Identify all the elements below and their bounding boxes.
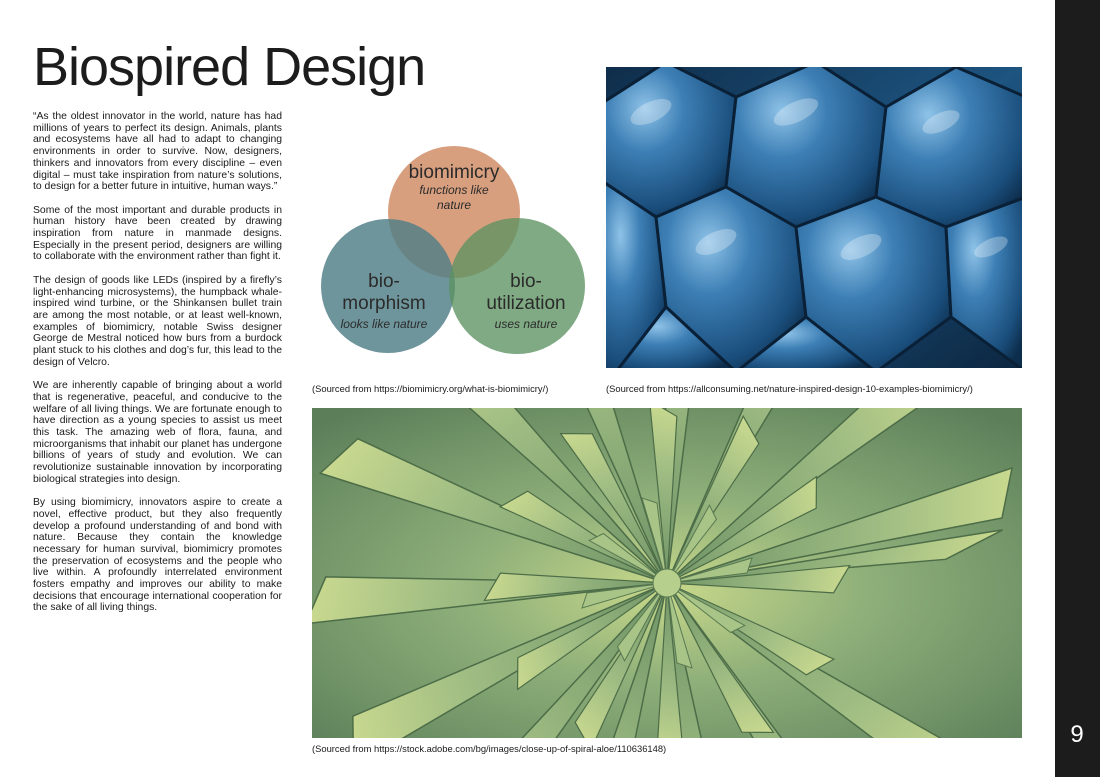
venn-top-line1: functions like (419, 183, 489, 197)
paragraph: The design of goods like LEDs (inspired by a firefly’s light-enhancing microsystems), the humpback whale-inspired wind turbine, or the Shinkansen bullet train are among the most notable, or at least well-known, examples of biomimicry, notable Swiss designer George de Mestral noticed how burs from a burdock plant stuck to his clothes and dog’s fur, this lead to the design of Velcro. (33, 274, 282, 368)
facade-caption: (Sourced from https://allconsuming.net/nature-inspired-design-10-examples-biomimicry/) (606, 383, 973, 394)
venn-diagram (318, 130, 588, 355)
facade-photo (606, 67, 1022, 368)
venn-right-title1: bio- (510, 271, 542, 292)
venn-top-title: biomimicry (408, 162, 500, 183)
page-sidebar (1055, 0, 1100, 777)
venn-right-subtitle: uses nature (494, 317, 558, 331)
venn-right-title2: utilization (486, 293, 566, 314)
body-text (33, 111, 282, 626)
venn-caption: (Sourced from https://biomimicry.org/what-is-biomimicry/) (312, 383, 549, 394)
page-number: 9 (1070, 721, 1084, 748)
paragraph: “As the oldest innovator in the world, nature has had millions of years to perfect its design. Animals, plants and ecosystems have all had to adapt to changing environments in order to survive. Now, designers, thinkers and innovators from every discipline – even digital – must take inspiration from nature’s solutions, to design for a better future in intuitive, human ways.” (33, 111, 282, 193)
aloe-caption: (Sourced from https://stock.adobe.com/bg/images/close-up-of-spiral-aloe/110636148) (312, 743, 667, 754)
venn-left-title1: bio- (368, 271, 400, 292)
aloe-photo (312, 408, 1022, 738)
paragraph: Some of the most important and durable products in human history have been created by drawing inspiration from nature in manmade designs. Especially in the present period, designers are willing to collaborate with the environment rather than fight it. (33, 204, 282, 263)
venn-top-line2: nature (436, 198, 472, 212)
venn-left-subtitle: looks like nature (340, 317, 428, 331)
paragraph: By using biomimicry, innovators aspire to create a novel, effective product, but they also frequently develop a profound understanding of and bond with nature. Because they contain the knowledge necessary for human survival, biomimicry promotes the preservation of ecosystems and the people who live within. A profoundly interrelated environment fosters empathy and improves our ability to make decisions that encourage international cooperation for the sake of all living things. (33, 497, 282, 614)
paragraph: We are inherently capable of bringing about a world that is regenerative, peaceful, and conducive to the welfare of all living things. We are fortunate enough to have direction as a young species to assist us meet this task. The amazing web of flora, fauna, and microorganisms that inhabit our planet has undergone billions of years of study and evolution. We can revolutionize sustainable innovation by incorporating biological strategies into design. (33, 380, 282, 485)
venn-left-title2: morphism (342, 293, 426, 314)
page-title: Biospired Design (33, 37, 426, 97)
